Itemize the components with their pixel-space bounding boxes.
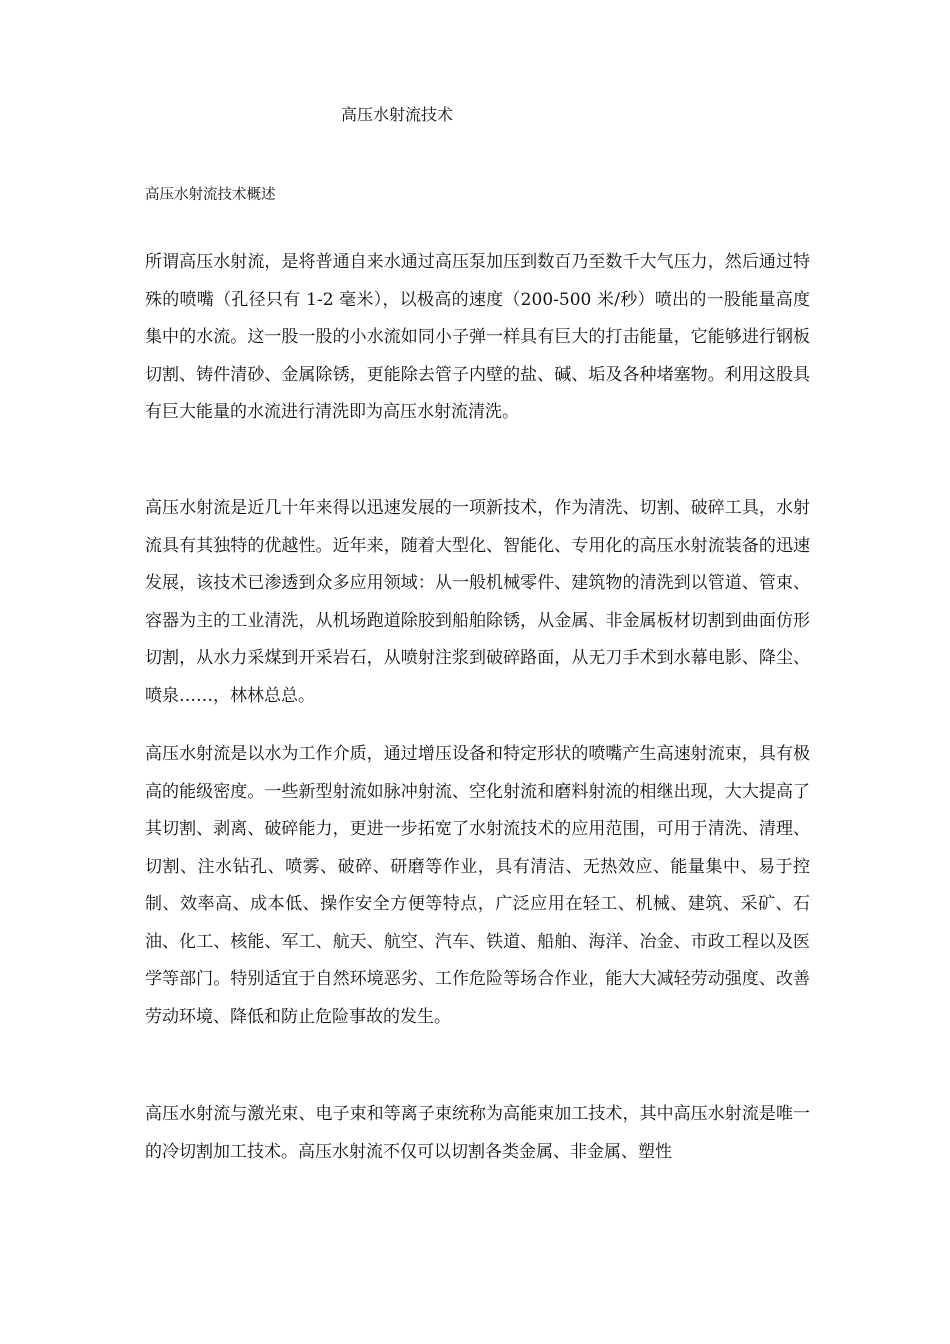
paragraph-1: 所谓高压水射流，是将普通自来水通过高压泵加压到数百乃至数千大气压力，然后通过特殊的喷嘴（孔径只有 1-2 毫米），以极高的速度（200-500 米/秒）喷出的一股能量高度集中的水流。这一股一股的小水流如同小子弹一样具有巨大的打击能量，它能够进行钢板切割、铸件清砂、金属除锈，更能除去管子内壁的盐、碱、垢及各种堵塞物。利用这股具有巨大能量的水流进行清洗即为高压水射流清洗。 — [145, 252, 810, 422]
paragraph-3: 高压水射流是以水为工作介质，通过增压设备和特定形状的喷嘴产生高速射流束，具有极高的能级密度。一些新型射流如脉冲射流、空化射流和磨料射流的相继出现，大大提高了其切割、剥离、破碎能力，更进一步拓宽了水射流技术的应用范围，可用于清洗、清理、切割、注水钻孔、喷雾、破碎、研磨等作业，具有清洁、无热效应、能量集中、易于控制、效率高、成本低、操作安全方便等特点，广泛应用在轻工、机械、建筑、采矿、石油、化工、核能、军工、航天、航空、汽车、铁道、船舶、海洋、冶金、市政工程以及医学等部门。特别适宜于自然环境恶劣、工作危险等场合作业，能大大减轻劳动强度、改善劳动环境、降低和防止危险事故的发生。 — [145, 744, 810, 1027]
paragraph-2: 高压水射流是近几十年来得以迅速发展的一项新技术，作为清洗、切割、破碎工具，水射流具有其独特的优越性。近年来，随着大型化、智能化、专用化的高压水射流装备的迅速发展，该技术已渗透到众多应用领域：从一般机械零件、建筑物的清洗到以管道、管束、容器为主的工业清洗，从机场跑道除胶到船舶除锈，从金属、非金属板材切割到曲面仿形切割，从水力采煤到开采岩石，从喷射注浆到破碎路面，从无刀手术到水幕电影、降尘、喷泉……，林林总总。 — [145, 498, 810, 706]
section-heading: 高压水射流技术概述 — [145, 187, 276, 203]
document-title: 高压水射流技术 — [341, 105, 454, 124]
paragraph-4: 高压水射流与激光束、电子束和等离子束统称为高能束加工技术，其中高压水射流是唯一的冷切割加工技术。高压水射流不仅可以切割各类金属、非金属、塑性 — [145, 1104, 810, 1162]
